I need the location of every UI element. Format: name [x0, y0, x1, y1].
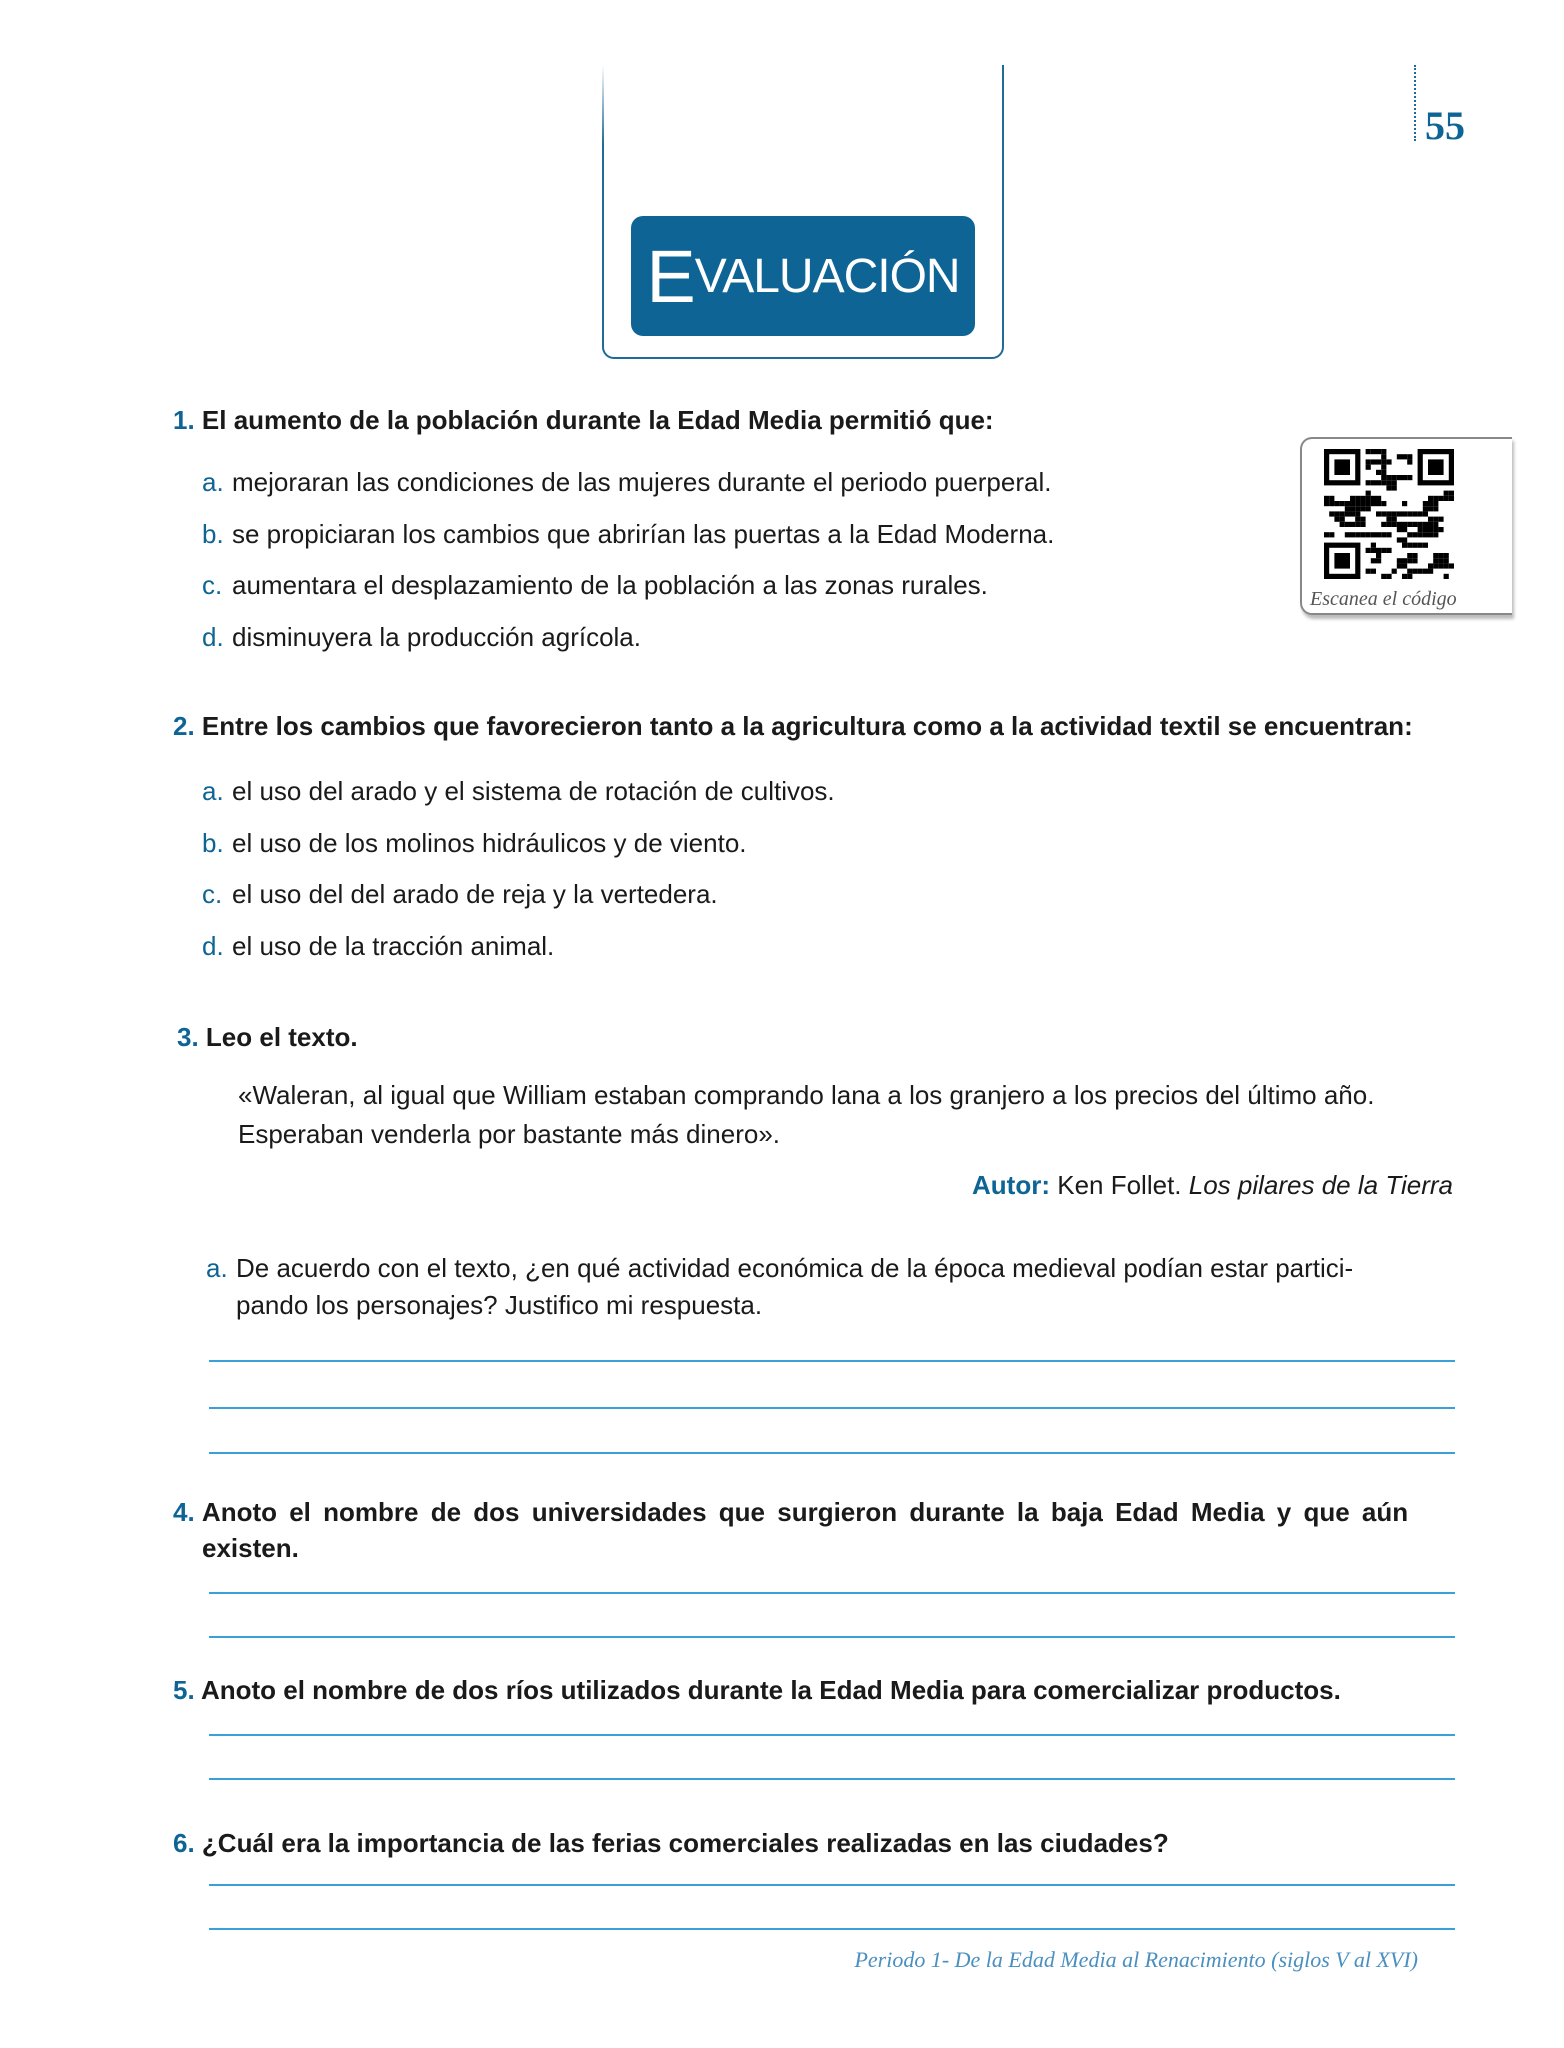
- answer-line[interactable]: [209, 1734, 1455, 1736]
- question-4: 4. Anoto el nombre de dos universidades que surgieron durante la baja Edad Media y que aún: [173, 1497, 1409, 1527]
- quote-attribution: Autor: Ken Follet. Los pilares de la Tierra: [972, 1170, 1453, 1200]
- qr-code-box[interactable]: [1300, 437, 1512, 615]
- page-number-divider: [1414, 65, 1416, 141]
- option-1d: d. disminuyera la producción agrícola.: [202, 622, 641, 652]
- question-6: 6. ¿Cuál era la importancia de las ferias comerciales realizadas en las ciudades?: [173, 1828, 1169, 1858]
- answer-line[interactable]: [209, 1407, 1455, 1409]
- option-2a: a. el uso del arado y el sistema de rotación de cultivos.: [202, 776, 835, 806]
- question-3a: a. De acuerdo con el texto, ¿en qué actividad económica de la época medieval podían estar partici-: [206, 1253, 1354, 1283]
- option-2d: d. el uso de la tracción animal.: [202, 931, 555, 961]
- page-footer: Periodo 1- De la Edad Media al Renacimiento (siglos V al XVI): [854, 1947, 1418, 1972]
- option-1a: a. mejoraran las condiciones de las mujeres durante el periodo puerperal.: [202, 467, 1052, 497]
- option-1b: b. se propiciaran los cambios que abrirían las puertas a la Edad Moderna.: [202, 519, 1055, 549]
- qr-code-icon: [1324, 449, 1454, 579]
- answer-line[interactable]: [209, 1778, 1455, 1780]
- option-1c: c. aumentara el desplazamiento de la población a las zonas rurales.: [202, 570, 988, 600]
- answer-line[interactable]: [209, 1884, 1455, 1886]
- question-3: 3. Leo el texto.: [177, 1022, 358, 1052]
- question-2: 2. Entre los cambios que favorecieron tanto a la agricultura como a la actividad textil se encuentran:: [173, 711, 1413, 741]
- answer-line[interactable]: [209, 1360, 1455, 1362]
- title-initial: E: [646, 234, 695, 318]
- title-rest: VALUACIÓN: [694, 249, 960, 303]
- section-title-badge: [631, 216, 975, 336]
- answer-line[interactable]: [209, 1928, 1455, 1930]
- question-4-cont: existen.: [202, 1533, 299, 1563]
- qr-caption: Escanea el código: [1310, 588, 1457, 610]
- page-number: 55: [1425, 103, 1465, 148]
- question-1: 1. El aumento de la población durante la Edad Media permitió que:: [173, 405, 994, 435]
- question-5: 5. Anoto el nombre de dos ríos utilizados durante la Edad Media para comercializar productos.: [173, 1675, 1341, 1705]
- answer-line[interactable]: [209, 1452, 1455, 1454]
- option-2b: b. el uso de los molinos hidráulicos y de viento.: [202, 828, 747, 858]
- question-3a-cont: pando los personajes? Justifico mi respuesta.: [236, 1290, 763, 1320]
- answer-line[interactable]: [209, 1636, 1455, 1638]
- option-2c: c. el uso del del arado de reja y la vertedera.: [202, 879, 718, 909]
- quote-line-2: Esperaban venderla por bastante más dinero».: [238, 1119, 781, 1149]
- quote-line-1: «Waleran, al igual que William estaban comprando lana a los granjero a los precios del último año.: [238, 1080, 1375, 1110]
- answer-line[interactable]: [209, 1592, 1455, 1594]
